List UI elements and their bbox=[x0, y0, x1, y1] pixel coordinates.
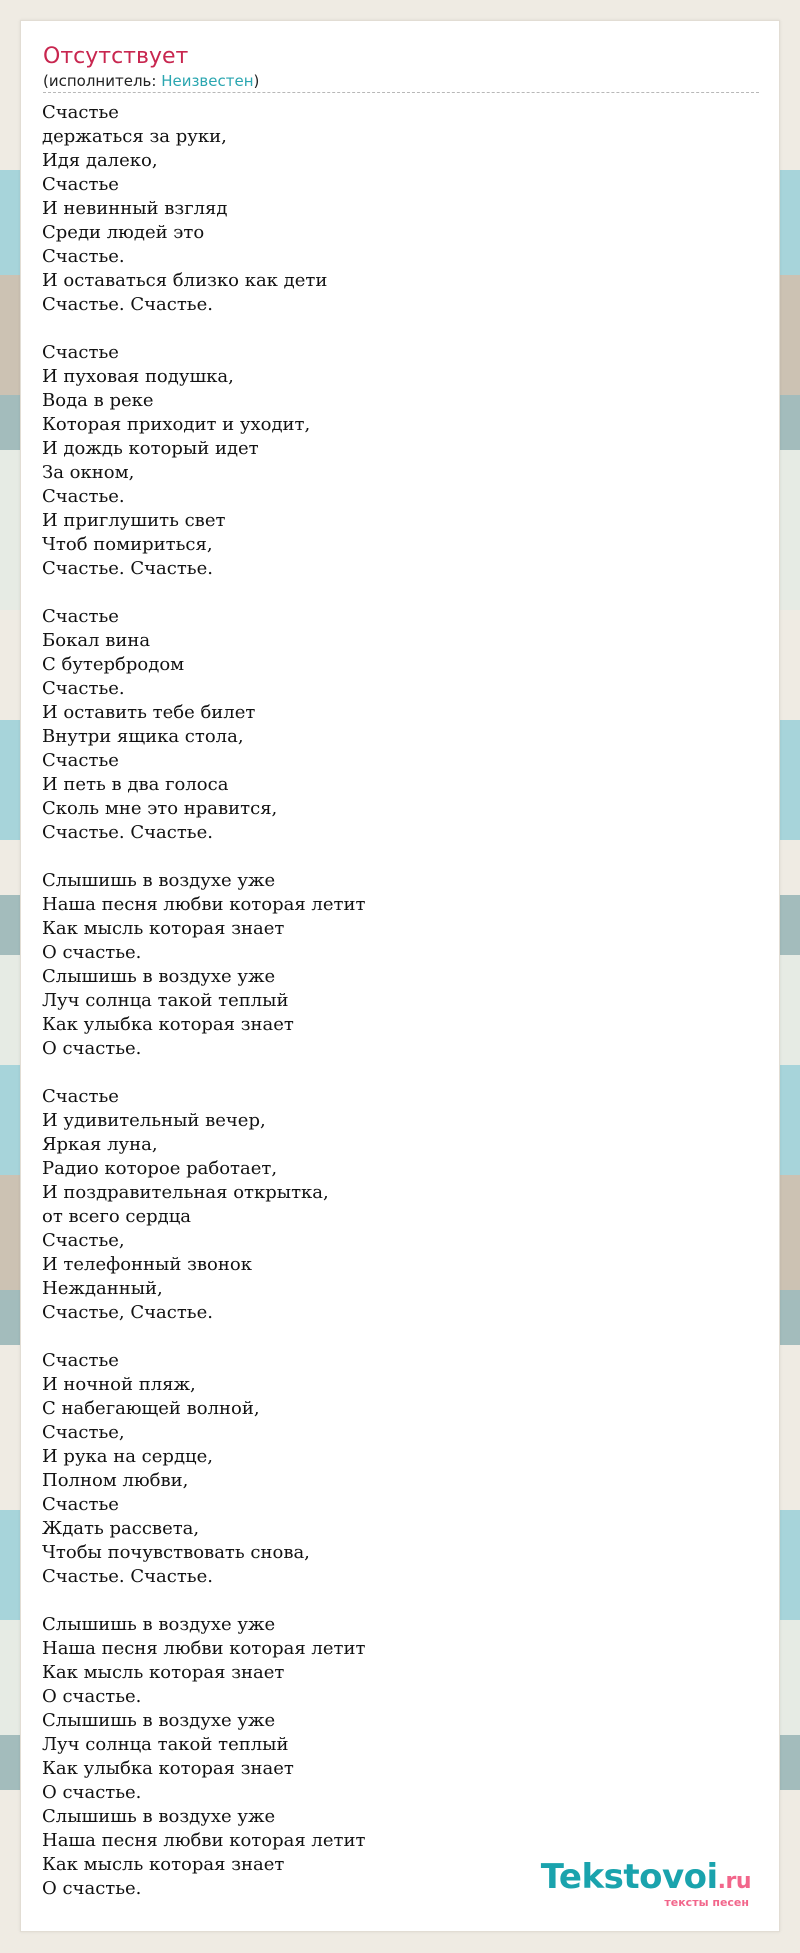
lyric-line: Ждать рассвета, bbox=[42, 1518, 200, 1539]
lyric-line: Слышишь в воздухе уже bbox=[42, 1806, 276, 1827]
lyric-line: За окном, bbox=[42, 462, 135, 483]
lyric-line: Счастье. Счастье. bbox=[42, 558, 213, 579]
lyric-line: Как улыбка которая знает bbox=[42, 1758, 294, 1779]
lyric-line: Среди людей это bbox=[42, 222, 205, 243]
lyric-line: Счастье bbox=[42, 1086, 119, 1107]
lyric-line: Счастье. bbox=[42, 678, 125, 699]
performer-suffix: ) bbox=[253, 72, 260, 90]
lyric-line: Чтоб помириться, bbox=[42, 534, 213, 555]
lyric-line: Счастье bbox=[42, 174, 119, 195]
lyric-line: Яркая луна, bbox=[42, 1134, 158, 1155]
lyrics-text bbox=[42, 101, 365, 1901]
lyric-line: О счастье. bbox=[42, 1686, 142, 1707]
lyric-line: держаться за руки, bbox=[42, 126, 227, 147]
stanza-break bbox=[42, 581, 365, 605]
lyric-line: Счастье bbox=[42, 102, 119, 123]
stanza-break bbox=[42, 1061, 365, 1085]
stanza-break bbox=[42, 317, 365, 341]
lyric-line: Слышишь в воздухе уже bbox=[42, 966, 276, 987]
logo-name: Tekstovoi bbox=[540, 1857, 718, 1897]
lyric-line: Вода в реке bbox=[42, 390, 154, 411]
lyric-line: Как улыбка которая знает bbox=[42, 1014, 294, 1035]
lyric-line: Счастье bbox=[42, 1350, 119, 1371]
song-title: Отсутствует bbox=[43, 44, 189, 69]
lyric-line: Полном любви, bbox=[42, 1470, 189, 1491]
lyric-line: Наша песня любви которая летит bbox=[42, 894, 366, 915]
lyric-line: И оставить тебе билет bbox=[42, 702, 256, 723]
lyric-line: Счастье. Счастье. bbox=[42, 294, 213, 315]
lyric-line: О счастье. bbox=[42, 1878, 142, 1899]
lyric-line: О счастье. bbox=[42, 1038, 142, 1059]
lyric-line: Счастье. bbox=[42, 486, 125, 507]
lyric-line: Счастье. Счастье. bbox=[42, 822, 213, 843]
lyric-line: И телефонный звонок bbox=[42, 1254, 252, 1275]
lyric-line: Идя далеко, bbox=[42, 150, 158, 171]
lyric-line: И приглушить свет bbox=[42, 510, 226, 531]
lyric-line: от всего сердца bbox=[42, 1206, 192, 1227]
lyric-line: Как мысль которая знает bbox=[42, 918, 285, 939]
lyric-line: Внутри ящика стола, bbox=[42, 726, 244, 747]
lyric-line: Счастье bbox=[42, 1494, 119, 1515]
lyric-line: И оставаться близко как дети bbox=[42, 270, 328, 291]
lyric-line: О счастье. bbox=[42, 942, 142, 963]
lyric-line: Счастье, bbox=[42, 1422, 125, 1443]
lyric-line: Счастье. bbox=[42, 246, 125, 267]
performer-line bbox=[43, 71, 759, 93]
lyric-line: Бокал вина bbox=[42, 630, 151, 651]
lyric-line: И петь в два голоса bbox=[42, 774, 229, 795]
lyric-line: Слышишь в воздухе уже bbox=[42, 870, 276, 891]
lyric-line: Наша песня любви которая летит bbox=[42, 1830, 366, 1851]
lyric-line: Наша песня любви которая летит bbox=[42, 1638, 366, 1659]
site-logo[interactable] bbox=[541, 1859, 751, 1909]
logo-tagline: тексты песен bbox=[664, 1896, 749, 1909]
lyric-line: Сколь мне это нравится, bbox=[42, 798, 278, 819]
lyric-line: Как мысль которая знает bbox=[42, 1854, 285, 1875]
lyric-line: Счастье. Счастье. bbox=[42, 1566, 213, 1587]
lyric-line: Счастье bbox=[42, 342, 119, 363]
lyric-line: Луч солнца такой теплый bbox=[42, 1734, 289, 1755]
lyric-line: Счастье, Счастье. bbox=[42, 1302, 213, 1323]
lyric-line: И дождь который идет bbox=[42, 438, 259, 459]
lyric-line: Нежданный, bbox=[42, 1278, 163, 1299]
lyric-line: Чтобы почувствовать снова, bbox=[42, 1542, 310, 1563]
song-header bbox=[43, 43, 759, 93]
lyric-line: Счастье bbox=[42, 606, 119, 627]
lyric-line: Луч солнца такой теплый bbox=[42, 990, 289, 1011]
logo-tld: .ru bbox=[717, 1869, 751, 1894]
performer-prefix: (исполнитель: bbox=[43, 72, 162, 90]
lyric-line: И пуховая подушка, bbox=[42, 366, 234, 387]
performer-link[interactable]: Неизвестен bbox=[161, 72, 254, 90]
lyric-line: И поздравительная открытка, bbox=[42, 1182, 329, 1203]
lyric-line: Слышишь в воздухе уже bbox=[42, 1710, 276, 1731]
lyric-line: Счастье bbox=[42, 750, 119, 771]
stanza-break bbox=[42, 1325, 365, 1349]
lyric-line: Как мысль которая знает bbox=[42, 1662, 285, 1683]
lyric-line: С набегающей волной, bbox=[42, 1398, 260, 1419]
lyric-line: И ночной пляж, bbox=[42, 1374, 196, 1395]
lyric-line: И невинный взгляд bbox=[42, 198, 228, 219]
lyric-line: И рука на сердце, bbox=[42, 1446, 213, 1467]
lyric-line: Слышишь в воздухе уже bbox=[42, 1614, 276, 1635]
lyric-line: Счастье, bbox=[42, 1230, 125, 1251]
lyric-line: С бутербродом bbox=[42, 654, 185, 675]
stanza-break bbox=[42, 845, 365, 869]
lyric-line: Которая приходит и уходит, bbox=[42, 414, 311, 435]
lyric-line: О счастье. bbox=[42, 1782, 142, 1803]
lyrics-card bbox=[20, 20, 780, 1932]
lyric-line: И удивительный вечер, bbox=[42, 1110, 266, 1131]
lyric-line: Радио которое работает, bbox=[42, 1158, 278, 1179]
stanza-break bbox=[42, 1589, 365, 1613]
